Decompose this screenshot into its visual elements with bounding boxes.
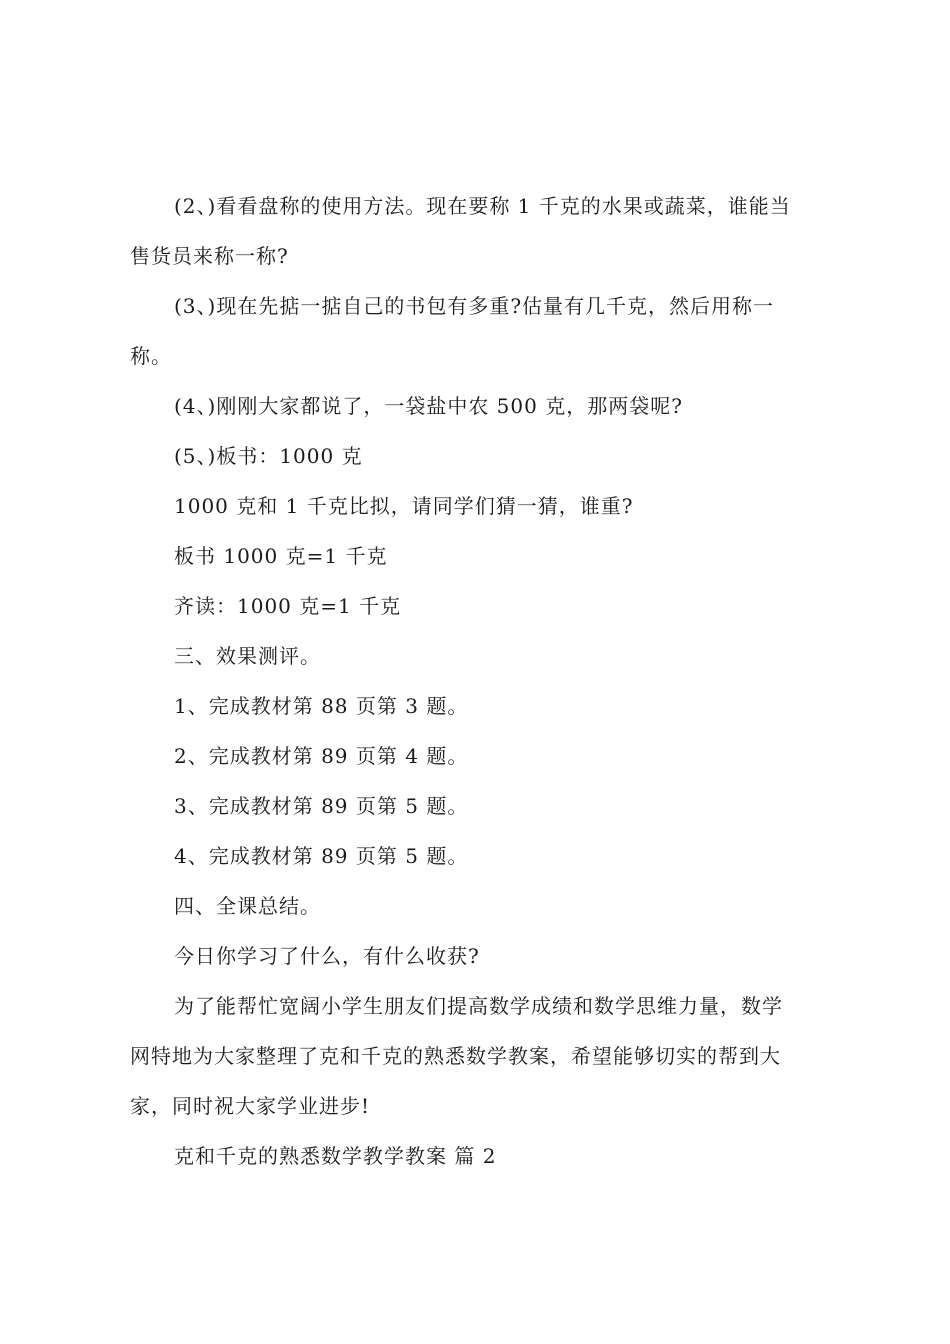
article-title-part-2: 克和千克的熟悉数学教学教案 篇 2 [174,1144,497,1168]
paragraph-board-writing: 板书 1000 克=1 千克 [174,544,388,568]
paragraph-closing-line-3: 家，同时祝大家学业进步! [130,1094,371,1118]
paragraph-step-3-line-2: 称。 [130,344,172,368]
section-heading-assessment: 三、效果测评。 [174,644,321,668]
paragraph-read-aloud: 齐读：1000 克=1 千克 [174,594,402,618]
paragraph-step-5: (5、)板书：1000 克 [174,444,363,468]
paragraph-step-3-line-1: (3、)现在先掂一掂自己的书包有多重?估量有几千克，然后用称一 [174,294,775,318]
section-heading-summary: 四、全课总结。 [174,894,321,918]
exercise-item-2: 2、完成教材第 89 页第 4 题。 [174,744,469,768]
paragraph-step-2-line-1: (2、)看看盘称的使用方法。现在要称 1 千克的水果或蔬菜，谁能当 [174,194,791,218]
paragraph-comparison-question: 1000 克和 1 千克比拟，请同学们猜一猜，谁重? [174,494,634,518]
exercise-item-4: 4、完成教材第 89 页第 5 题。 [174,844,469,868]
paragraph-closing-line-2: 网特地为大家整理了克和千克的熟悉数学教案，希望能够切实的帮到大 [130,1044,781,1068]
paragraph-closing-line-1: 为了能帮忙宽阔小学生朋友们提高数学成绩和数学思维力量，数学 [174,994,783,1018]
paragraph-summary-question: 今日你学习了什么，有什么收获? [174,944,480,968]
paragraph-step-2-line-2: 售货员来称一称? [130,244,289,268]
exercise-item-3: 3、完成教材第 89 页第 5 题。 [174,794,469,818]
exercise-item-1: 1、完成教材第 88 页第 3 题。 [174,694,469,718]
paragraph-step-4: (4、)刚刚大家都说了，一袋盐中农 500 克，那两袋呢? [174,394,683,418]
